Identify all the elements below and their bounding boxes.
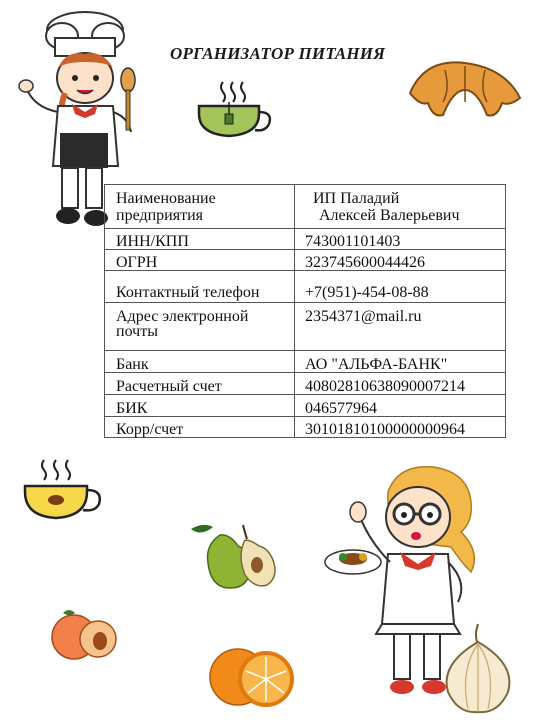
- row-label: ОГРН: [105, 250, 295, 271]
- row-label: Наименование предприятия: [105, 185, 295, 229]
- row-value: АО "АЛЬФА-БАНК": [295, 351, 506, 373]
- table-row: [105, 373, 506, 395]
- row-label: Корр/счет: [105, 417, 295, 438]
- table-row: [105, 395, 506, 417]
- page-title: ОРГАНИЗАТОР ПИТАНИЯ: [170, 44, 386, 63]
- row-value: +7(951)-454-08-88: [295, 271, 506, 303]
- row-value: 40802810638090007214: [295, 373, 506, 395]
- table-row: [105, 185, 506, 229]
- row-label: ИНН/КПП: [105, 229, 295, 250]
- row-value: 323745600044426: [295, 250, 506, 271]
- tea-cup-icon: [195, 80, 275, 140]
- onion-icon: [438, 620, 518, 715]
- row-value: [295, 185, 506, 229]
- table-row: [105, 250, 506, 271]
- row-label: Контактный телефон: [105, 271, 295, 303]
- row-value: 30101810100000000964: [295, 417, 506, 438]
- row-label: Адрес электронной почты: [105, 303, 295, 351]
- row-value: 743001101403: [295, 229, 506, 250]
- row-label: БИК: [105, 395, 295, 417]
- orange-icon: [208, 645, 296, 707]
- row-value-line2: Алексей Валерьевич: [319, 206, 460, 224]
- table-row: [105, 417, 506, 438]
- row-value: 2354371@mail.ru: [295, 303, 506, 351]
- croissant-icon: [405, 58, 525, 138]
- table-row: [105, 229, 506, 250]
- organizer-info-table: [104, 184, 506, 438]
- table-row: [105, 351, 506, 373]
- row-value: 046577964: [295, 395, 506, 417]
- peach-icon: [50, 605, 120, 663]
- coffee-cup-icon: [22, 458, 104, 523]
- table-row: [105, 271, 506, 303]
- table-row: [105, 303, 506, 351]
- row-label: Банк: [105, 351, 295, 373]
- row-value-line1: ИП Паладий: [313, 189, 400, 207]
- pears-icon: [185, 515, 285, 590]
- row-label: Расчетный счет: [105, 373, 295, 395]
